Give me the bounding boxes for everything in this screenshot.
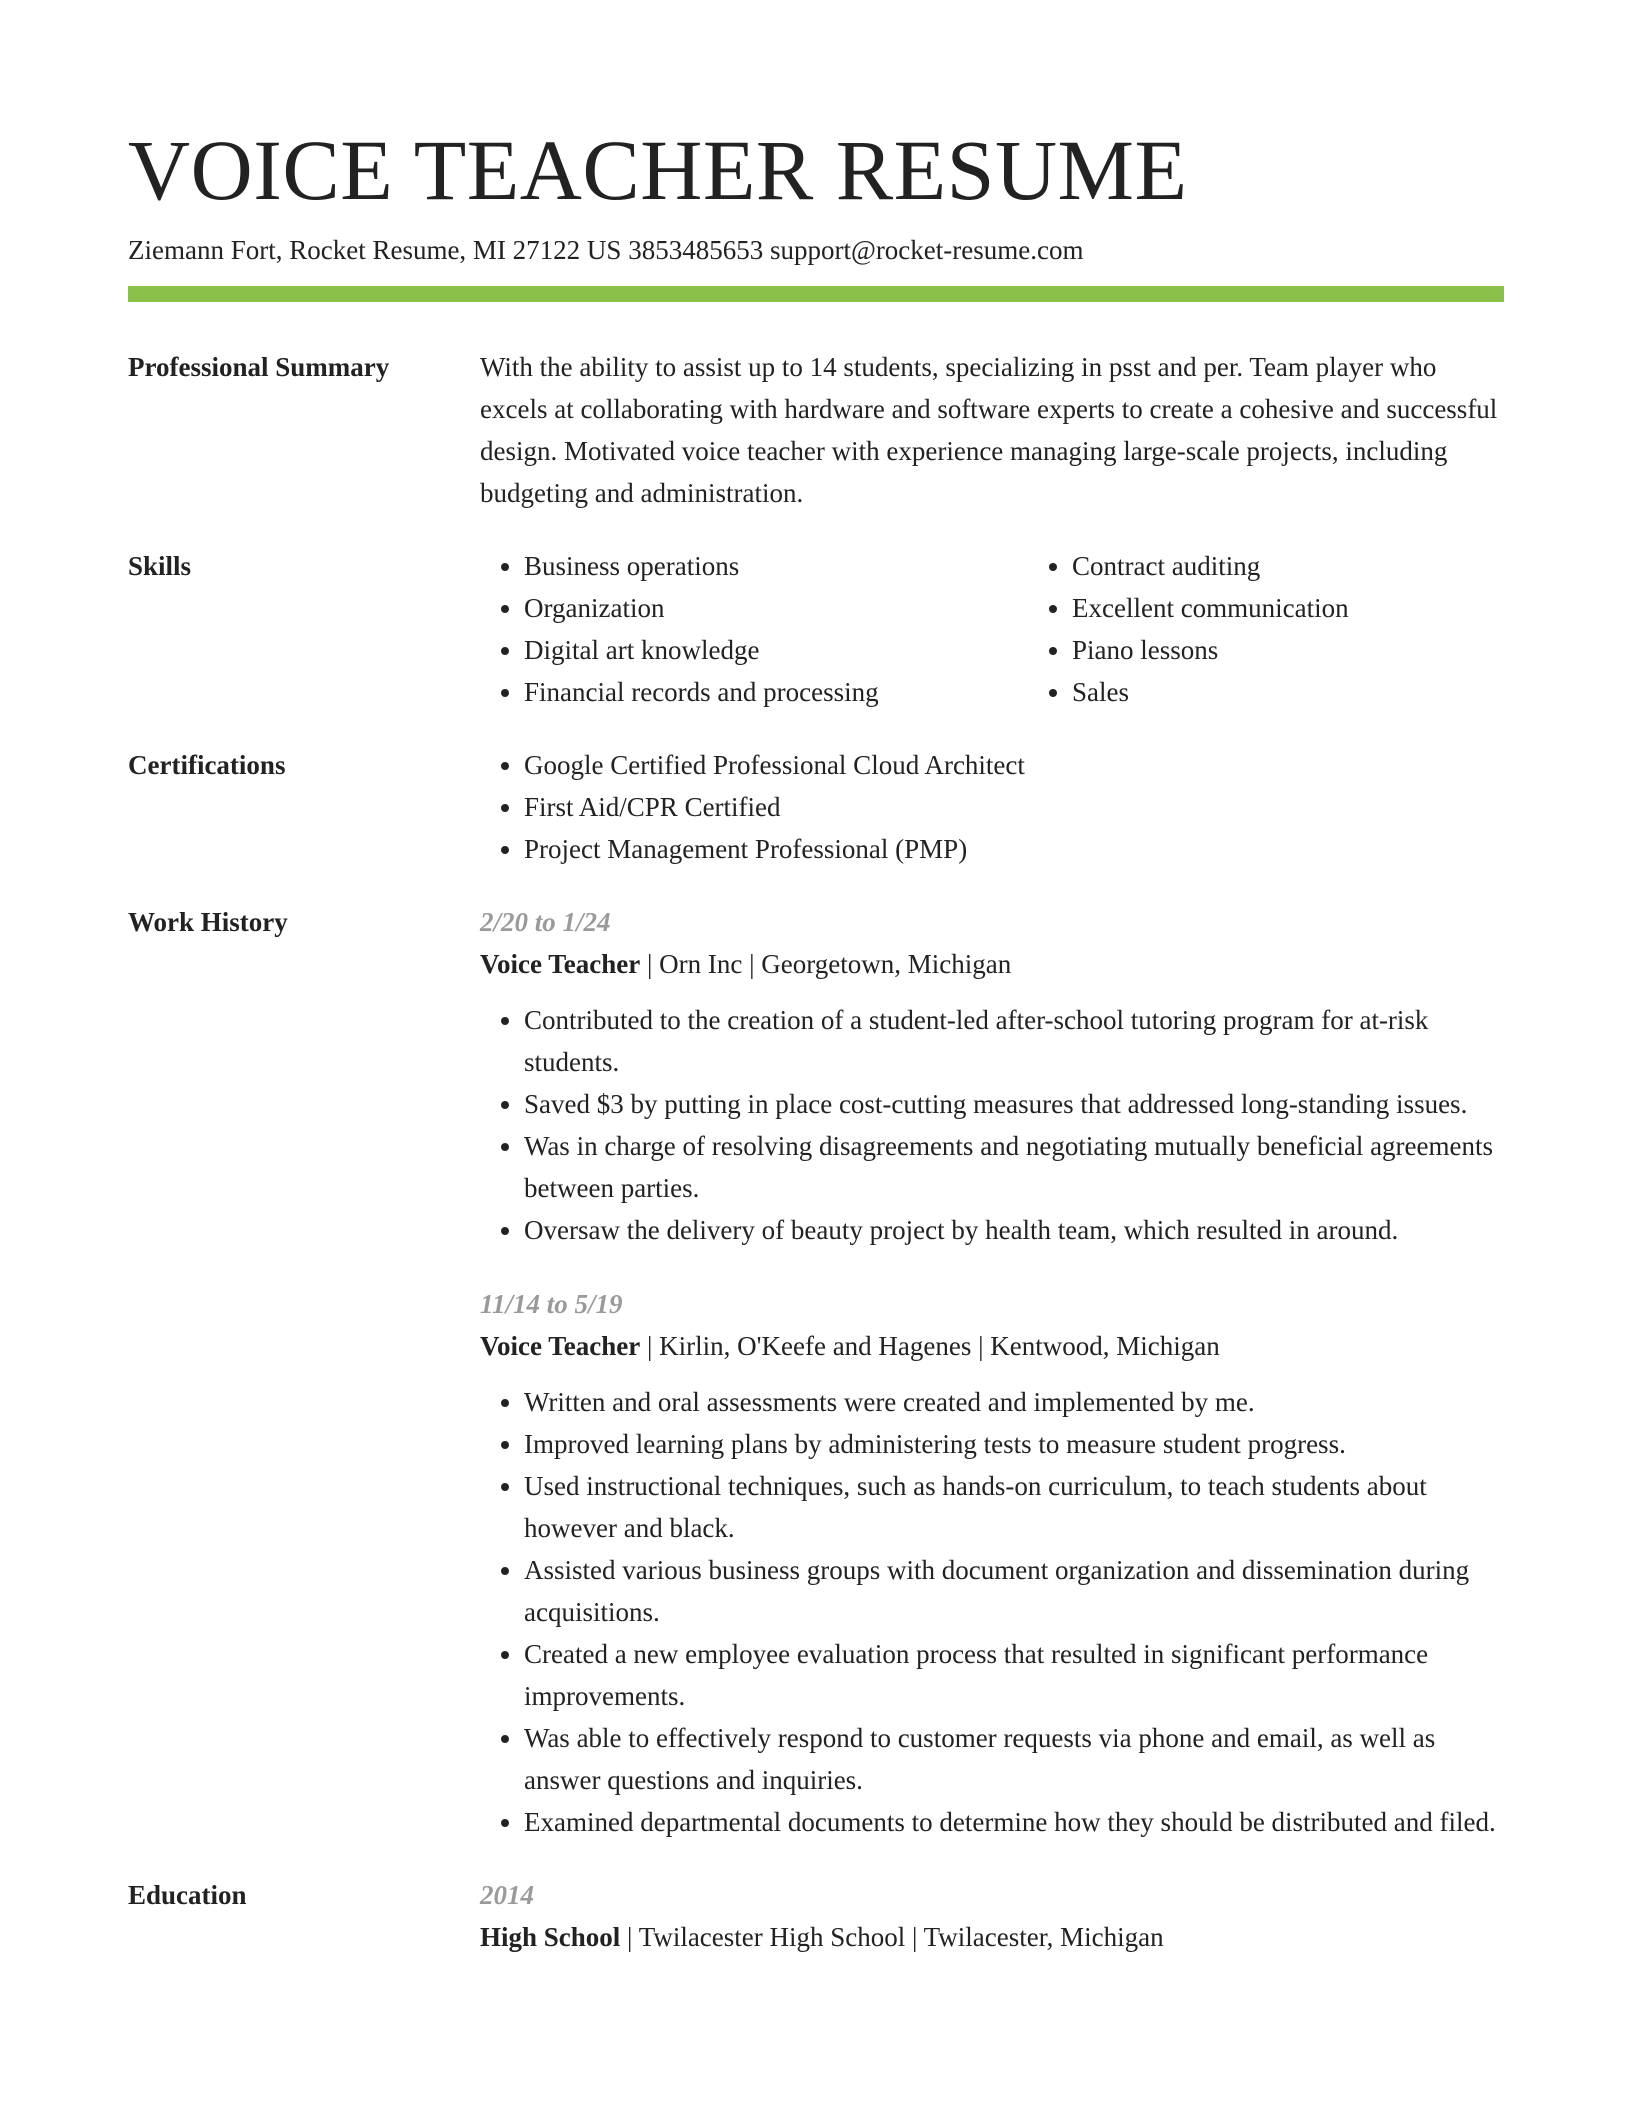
education-section	[128, 1874, 1504, 1958]
job-bullet: • Assisted various business groups with document organization and dissemination during acquisitions.	[524, 1549, 1504, 1633]
certification-item: • First Aid/CPR Certified	[524, 786, 1504, 828]
education-title-line	[480, 1916, 1504, 1958]
job-bullets	[480, 1381, 1504, 1843]
job-role: Voice Teacher	[480, 949, 641, 979]
job-bullet: • Written and oral assessments were created and implemented by me.	[524, 1381, 1504, 1423]
summary-body	[480, 346, 1504, 514]
summary-label: Professional Summary	[128, 352, 390, 382]
job-bullet: • Examined departmental documents to determine how they should be distributed and filed.	[524, 1801, 1504, 1843]
skill-item: • Sales	[1072, 671, 1576, 713]
skill-item: • Digital art knowledge	[524, 629, 1028, 671]
skills-body	[480, 545, 1576, 713]
certifications-label: Certifications	[128, 750, 286, 780]
work-history-label: Work History	[128, 907, 288, 937]
certifications-body	[480, 744, 1504, 870]
job-bullet: • Used instructional techniques, such as hands-on curriculum, to teach students about however and black.	[524, 1465, 1504, 1549]
job-bullet: • Oversaw the delivery of beauty project by health team, which resulted in around.	[524, 1209, 1504, 1251]
certification-item: • Google Certified Professional Cloud Architect	[524, 744, 1504, 786]
job-details: | Kirlin, O'Keefe and Hagenes | Kentwood, Michigan	[640, 1331, 1220, 1361]
job-bullet: • Saved $3 by putting in place cost-cutting measures that addressed long-standing issues.	[524, 1083, 1504, 1125]
education-body	[480, 1874, 1504, 1958]
education-degree: High School	[480, 1922, 621, 1952]
skill-item: • Excellent communication	[1072, 587, 1576, 629]
skills-column-1	[480, 545, 1028, 713]
skills-column-2	[1028, 545, 1576, 713]
skill-item: • Piano lessons	[1072, 629, 1576, 671]
certifications-list	[480, 744, 1504, 870]
certifications-section	[128, 744, 1504, 870]
job-details: | Orn Inc | Georgetown, Michigan	[640, 949, 1012, 979]
job-entry	[480, 1283, 1504, 1843]
resume-page	[128, 120, 1504, 1958]
skill-item: • Business operations	[524, 545, 1028, 587]
skills-section	[128, 545, 1504, 713]
job-entry	[480, 901, 1504, 1251]
contact-line: Ziemann Fort, Rocket Resume, MI 27122 US 3853485653 support@rocket-resume.com	[128, 235, 1084, 265]
job-bullet: • Created a new employee evaluation process that resulted in significant performance improvements.	[524, 1633, 1504, 1717]
certification-item: • Project Management Professional (PMP)	[524, 828, 1504, 870]
skill-item: • Organization	[524, 587, 1028, 629]
job-date: 11/14 to 5/19	[480, 1289, 623, 1319]
accent-divider	[128, 286, 1504, 302]
job-role: Voice Teacher	[480, 1331, 641, 1361]
job-bullet: • Improved learning plans by administering tests to measure student progress.	[524, 1423, 1504, 1465]
job-bullets	[480, 999, 1504, 1251]
education-label: Education	[128, 1880, 247, 1910]
job-title-line	[480, 1325, 1504, 1367]
resume-title: VOICE TEACHER RESUME	[128, 122, 1188, 218]
work-history-section	[128, 901, 1504, 1843]
skill-item: • Contract auditing	[1072, 545, 1576, 587]
job-date: 2/20 to 1/24	[480, 907, 611, 937]
job-title-line	[480, 943, 1504, 985]
education-date: 2014	[480, 1880, 534, 1910]
work-history-body	[480, 901, 1504, 1843]
job-bullet: • Was able to effectively respond to customer requests via phone and email, as well as answer questions and inquiries.	[524, 1717, 1504, 1801]
summary-text: With the ability to assist up to 14 students, specializing in psst and per. Team player who excels at collaborating with hardware and software experts to create a cohesive and successful design. Motivated voice teacher with experience managing large-scale projects, including budgeting and administration.	[480, 352, 1498, 508]
skills-label: Skills	[128, 551, 192, 581]
job-bullet: • Contributed to the creation of a student-led after-school tutoring program for at-risk students.	[524, 999, 1504, 1083]
skills-grid	[480, 545, 1576, 713]
education-details: | Twilacester High School | Twilacester, Michigan	[620, 1922, 1164, 1952]
job-bullet: • Was in charge of resolving disagreements and negotiating mutually beneficial agreements between parties.	[524, 1125, 1504, 1209]
summary-section	[128, 346, 1504, 514]
skill-item: • Financial records and processing	[524, 671, 1028, 713]
